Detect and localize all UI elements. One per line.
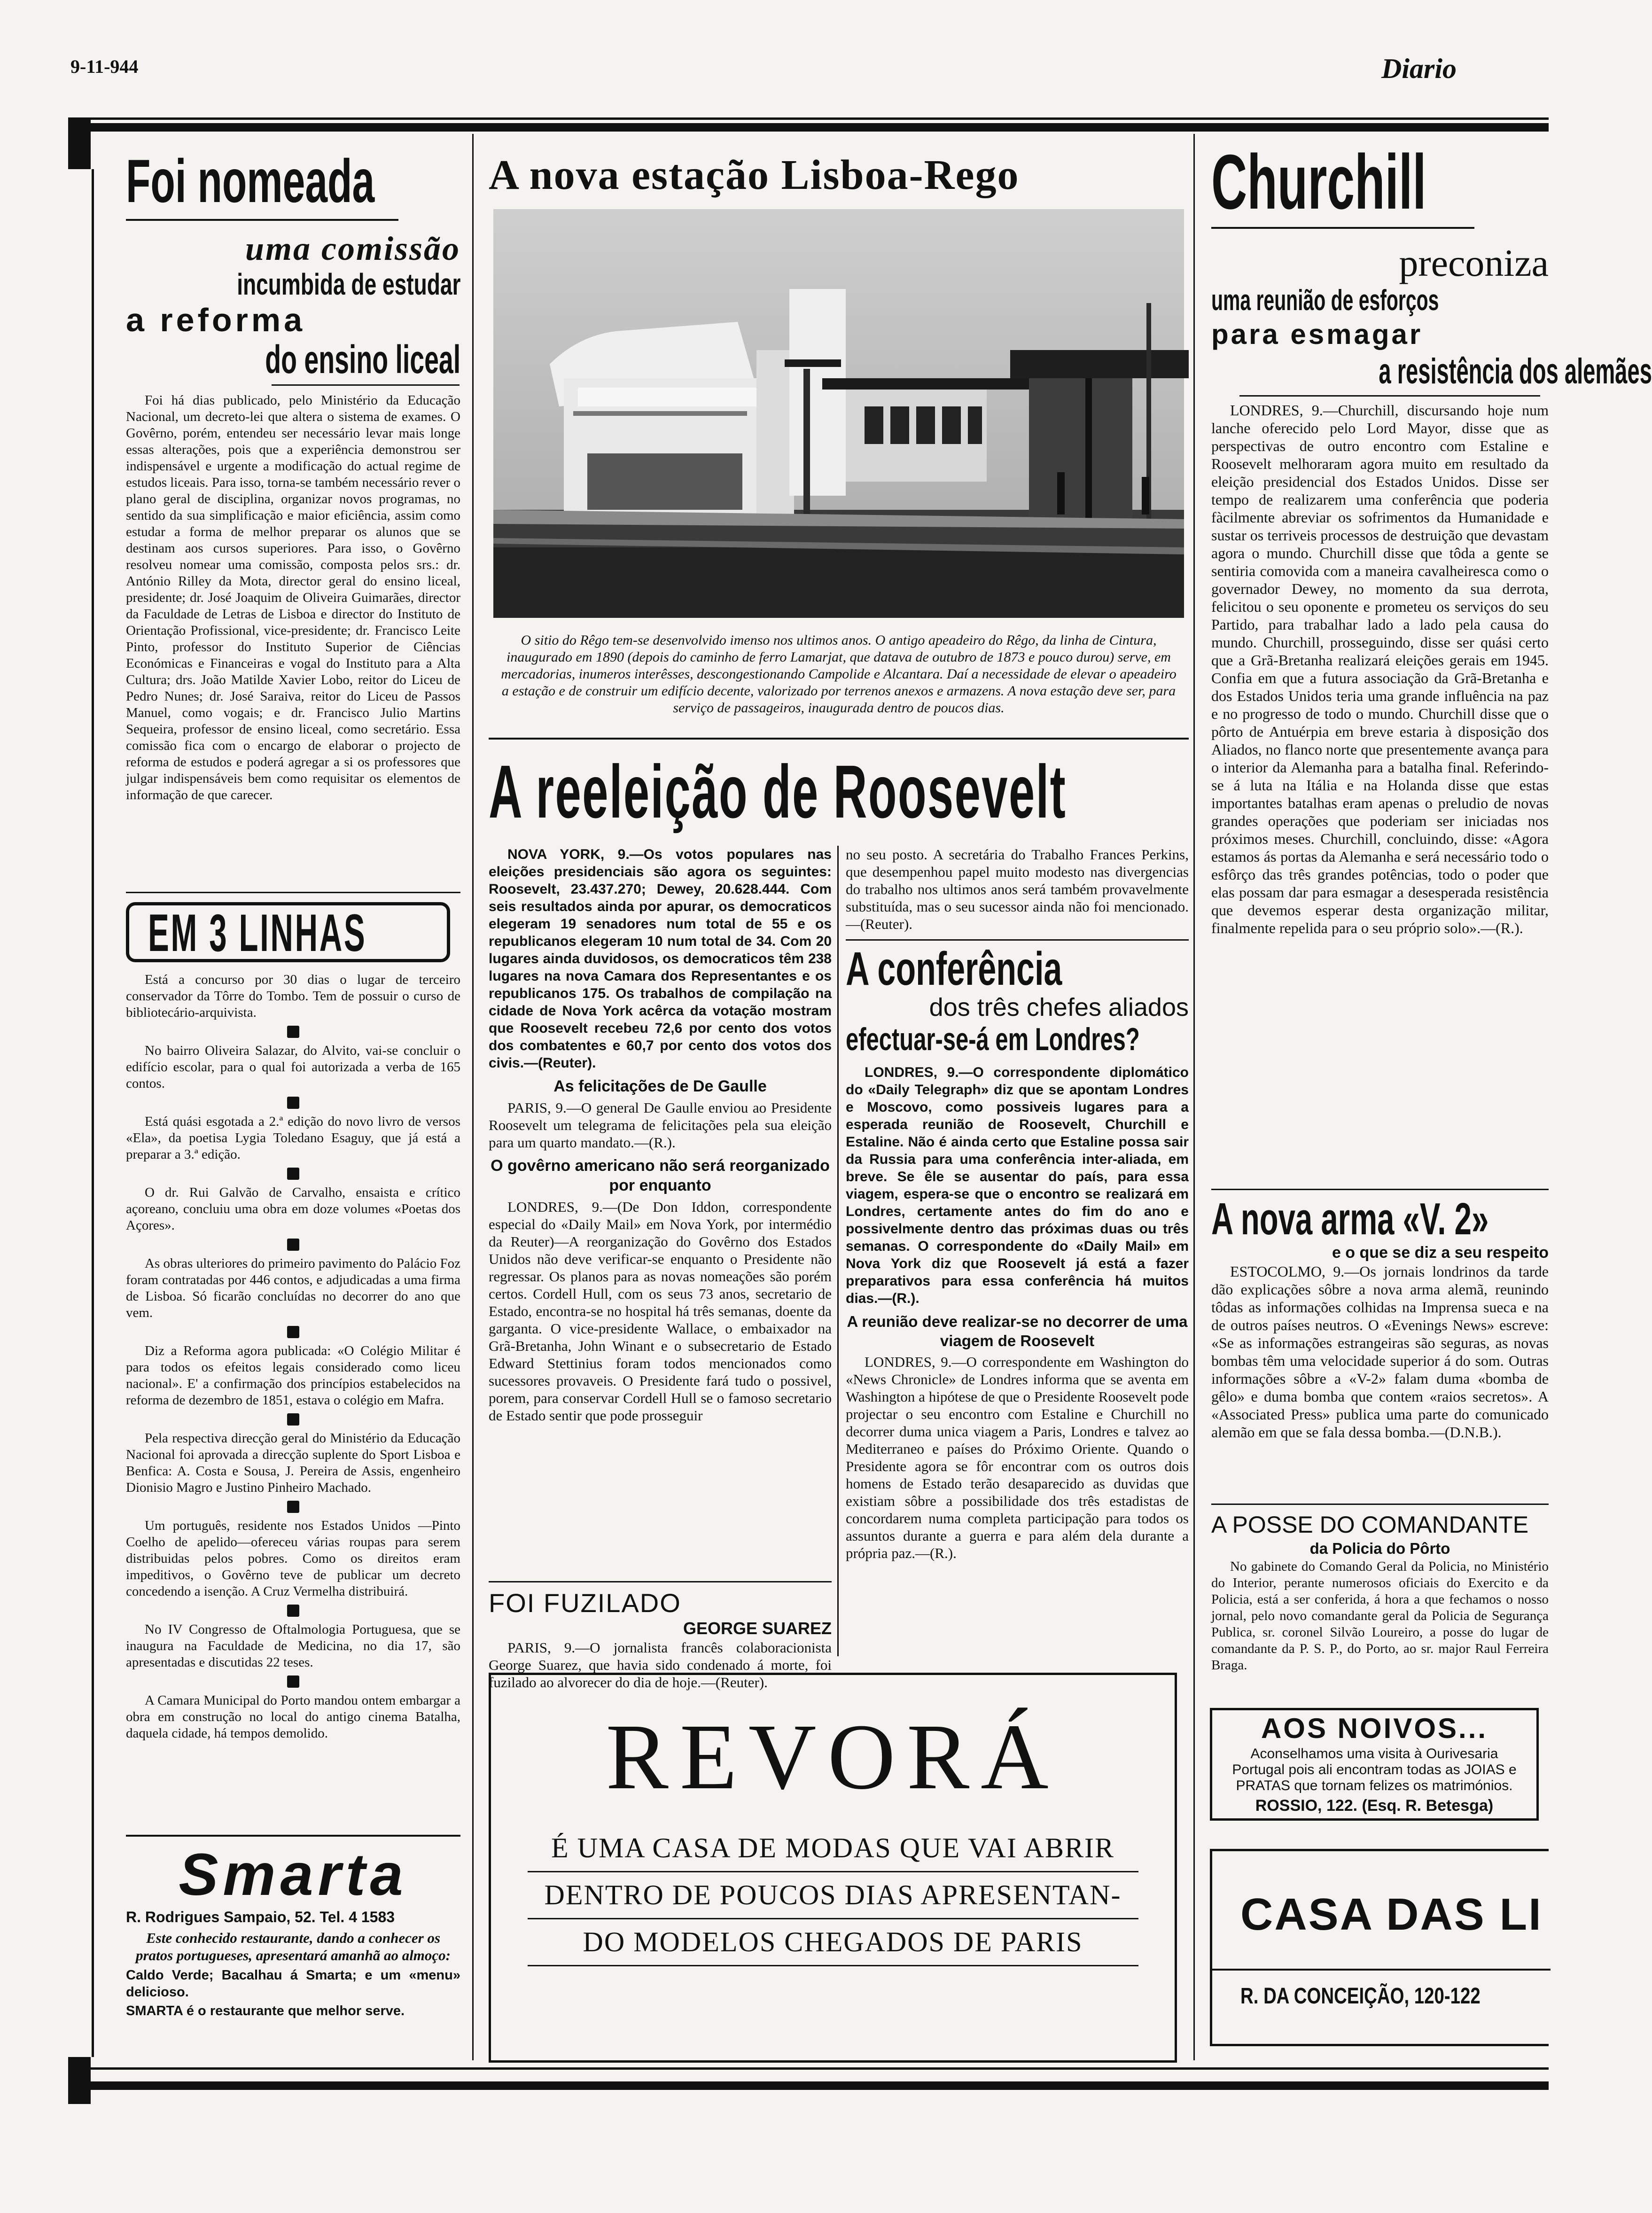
casa-address: R. DA CONCEIÇÃO, 120-122	[1240, 1984, 1481, 2009]
em3-linhas	[126, 902, 460, 1746]
bullet-square	[287, 1097, 299, 1109]
comissao-body: Foi há dias publicado, pelo Ministério da Educação Nacional, um decreto-lei que altera o sistema de exames. O Govêrno, porém, entendeu ser necessário levar mais longe essas alterações, pois que a experiência demonstrou ser indispensável e urgente a modificação do actual regime de estudos liceais. Para isso, torna-se também necessário rever o plano geral de disciplina, organizar novos programas, no sentido da sua simplificação e maior eficiência, assim como estudar a forma de melhor preparar os alunos que se destinam aos cursos superiores. Para isso, o Govêrno resolveu nomear uma comissão, composta pelos srs.: dr. António Rilley da Mota, director geral do ensino liceal, presidente; dr. José Joaquim de Oliveira Guimarães, director da Faculdade de Letras de Lisboa e director do Instituto de Orientação Profissional, vice-presidente; dr. Francisco Leite Pinto, professor do Instituto Superior de Ciências Económicas e Financeiras e vogal do Instituto para a Alta Cultura; drs. João Matilde Xavier Lobo, reitor do Liceu de Pedro Nunes; dr. José Saraiva, reitor do Liceu de Passos Manuel, como vogais; e dr. Francisco Julio Martins Sequeira, professor de ensino liceal, como secretário. Essa comissão fica com o encargo de elaborar o projecto de reforma de estudos e poderá agregar a si os professores que julgar indispensáveis bem como requisitar os elementos de informação de que carecer.	[126, 393, 460, 803]
roosevelt-continued: no seu posto. A secretária do Trabalho Frances Perkins, que desempenhou papel muito modesto nas divergencias do trabalho nos ultimos anos será também provavelmente substituída, mas o seu sucessor ainda não foi mencionado.—(Reuter).	[846, 846, 1189, 932]
bullet-square	[287, 1501, 299, 1513]
em3-item: Diz a Reforma agora publicada: «O Colégio Militar é para todos os efeitos legais considerado como liceu nacional». E' a confirmação dos princípios estabelecidos na reforma de dezembro de 1851, estava o colégio em Mafra.	[126, 1343, 460, 1408]
noivos-address: ROSSIO, 122. (Esq. R. Betesga)	[1255, 1797, 1494, 1815]
v2-subhead: e o que se diz a seu respeito	[1332, 1244, 1549, 1262]
smarta-tagline: Este conhecido restaurante, dando a conhecer os pratos portugueses, apresentará amanhã ao almoço:	[135, 1930, 451, 1964]
de-gaulle-text: PARIS, 9.—O general De Gaulle enviou ao Presidente Roosevelt um telegrama de felicitações pela sua eleição para um quarto mandato.—(R.).	[489, 1099, 832, 1151]
posse-text: No gabinete do Comando Geral da Policia, no Ministério do Interior, perante numerosos oficiais do Exercito e da Policia, está a ser conferida, á hora a que fechamos o nosso jornal, pelo novo comandante geral da Policia de Segurança Publica, sr. coronel Silvão Loureiro, a posse do lugar de comandante da P. S. P., do Porto, ao sr. major Raul Ferreira Braga.	[1211, 1559, 1549, 1673]
column-divider-1	[472, 134, 474, 2060]
churchill-text: LONDRES, 9.—Churchill, discursando hoje num lanche oferecido pelo Lord Mayor, disse que as perspectivas de outro encontro com Estaline e Roosevelt melhoraram agora muito em resultado da eleição presidencial dos Estados Unidos. Disse ser tempo de realizarem uma conferência que poderia fàcilmente abreviar os sofrimentos da Humanidade e sustar os terriveis processos de destruição que devastam agora o mundo. Churchill disse que tôda a gente se sentiria comovida com a maneira cavalheiresca como o governador Dewey, no momento da sua derrota, felicitou o seu oponente e prometeu os serviços do seu Partido, para trabalhar lado a lado pela causa do mundo. Churchill, prosseguindo, disse ser quási certo que a Grã-Bretanha realizará eleições gerais em 1945. Confia em que a futura associação da Grã-Bretanha e dos Estados Unidos teria uma grande influência na paz e no progresso de todo o mundo. Churchill disse que o pôrto de Antuérpia em breve estaria à disposição dos Aliados, no flanco norte que presentemente avança para o interior da Alemanha para a batalha final. Referindo-se á luta na Itália e na Holanda disse que estas importantes batalhas eram apenas o preludio de novas grandes operações que poderiam ser iniciadas nos próximos meses. Churchill, concluindo, disse: «Agora estamos ás portas da Alemanha e será necessário todo o esfôrço das três grandes potências, todo o poder que elas possam dar para esmagar a desesperada resistência que devemos esperar desta organização militar, finalmente repelida para o seu próprio solo».—(R.).	[1211, 402, 1549, 936]
revora-line-2: DENTRO DE POUCOS DIAS APRESENTAN-	[528, 1872, 1138, 1919]
conferencia-text: LONDRES, 9.—O correspondente em Washington do «News Chronicle» de Londres informa que se aventa em Washington a hipótese de que o Presidente Roosevelt pode projectar o seu encontro com Estaline e Churchill no decorrer duma unica viagem a Paris, Londres e talvez ao Mediterraneo e países do Próximo Oriente. Quando o Presidente agora se fôr encontrar com os outros dois homens de Estado terão desaparecido as duvidas que existiam sôbre a possibilidade dos três estadistas de concordarem numa completa participação para todos os assuntos durante a guerra e para além dela durante a própria paz.—(R.).	[846, 1354, 1189, 1561]
headline-uma-comissao: uma comissão	[245, 230, 460, 267]
headline-tres-chefes: dos três chefes aliados	[929, 993, 1189, 1021]
headline-ensino-liceal: do ensino liceal	[265, 337, 460, 382]
left-edge-line	[92, 169, 94, 2057]
headline-reeleicao-roosevelt: A reeleição de Roosevelt	[489, 749, 1067, 834]
churchill-underline-2	[1239, 395, 1540, 397]
bullet-square	[287, 1168, 299, 1180]
subhead-de-gaulle: As felicitações de De Gaulle	[553, 1077, 767, 1095]
em3-title-box	[126, 902, 450, 962]
article-roosevelt	[489, 846, 832, 1429]
casa-rule	[1212, 1969, 1551, 1971]
noivos-ad	[1210, 1708, 1539, 1821]
roosevelt-lead: NOVA YORK, 9.—Os votos populares nas eleições presidenciais são agora os seguintes: Roosevelt, 23.437.270; Dewey, 20.628.444. Com seis resultados ainda por apurar, os democraticos elegeram 19 senadores num total de 55 e os republicanos elegeram 10 num total de 34. Com 20 lugares ainda duvidosos, os democraticos têm 238 lugares na nova Camara dos Representantes e os republicanos 175. Os trabalhos de compilação na cidade de Nova York acêrca da votação mostram que Roosevelt recebeu 72,6 por cento dos votos dos combatentes e 60,7 por cento dos votos dos civis.—(Reuter).	[489, 847, 832, 1071]
roosevelt-top-rule	[489, 738, 1189, 740]
em3-item: Está quási esgotada a 2.ª edição do novo livro de versos «Ela», da poetisa Lygia Toledano Esaguy, que já está a preparar a 3.ª edição.	[126, 1114, 460, 1162]
bottom-rule-thick	[70, 2081, 1549, 2090]
revora-line-1: É UMA CASA DE MODAS QUE VAI ABRIR	[528, 1825, 1138, 1872]
article-v2	[1211, 1196, 1549, 1446]
revora-ad	[489, 1673, 1177, 2063]
em3-item: No IV Congresso de Oftalmologia Portuguesa, que se inaugura na Faculdade de Medicina, no dia 17, são apresentadas e discutidas 22 teses.	[126, 1622, 460, 1670]
fuzilado-text: PARIS, 9.—O jornalista francês colaboracionista George Suarez, que havia sido condenado á morte, foi fuzilado ao alvorecer do dia de hoje.—(Reuter).	[489, 1639, 832, 1691]
revora-logo: REVORÁ	[606, 1705, 1060, 1809]
casa-title: CASA DAS LI	[1240, 1889, 1543, 1940]
subhead-viagem-roosevelt: A reunião deve realizar-se no decorrer de uma viagem de Roosevelt	[847, 1313, 1188, 1349]
headline-underline	[126, 219, 398, 221]
headline-underline-2	[272, 384, 460, 386]
issue-date: 9-11-944	[70, 56, 139, 77]
posse-subhead: da Policia do Pôrto	[1309, 1540, 1450, 1557]
bullet-square	[287, 1675, 299, 1688]
headline-reuniao-esforcos: uma reunião de esforços	[1211, 284, 1439, 317]
casa-das-livros-ad	[1210, 1849, 1549, 2046]
smarta-top-rule	[126, 1835, 460, 1837]
article-comissao	[126, 146, 460, 808]
conferencia-top-rule	[846, 939, 1189, 941]
smarta-address: R. Rodrigues Sampaio, 52. Tel. 4 1583	[126, 1909, 395, 1925]
headline-posse-comandante: A POSSE DO COMANDANTE	[1211, 1512, 1529, 1538]
em3-title: EM 3 LINHAS	[148, 904, 367, 962]
headline-nova-arma: A nova arma «V. 2»	[1211, 1194, 1489, 1244]
roosevelt-headline-wrap	[489, 749, 1189, 836]
smarta-logo: Smarta	[179, 1841, 408, 1908]
article-roosevelt-cont	[846, 846, 1189, 1566]
bottom-rule	[70, 2067, 1549, 2070]
revora-line-3: DO MODELOS CHEGADOS DE PARIS	[528, 1919, 1138, 1966]
em3-item: Está a concurso por 30 dias o lugar de terceiro conservador da Tôrre do Tombo. Tem de possuir o curso de bibliotecário-arquivista.	[126, 972, 460, 1020]
smarta-menu: Caldo Verde; Bacalhau á Smarta; e um «menu» delicioso.	[126, 1968, 460, 2000]
smarta-ad	[126, 1842, 460, 2021]
em3-item: Um português, residente nos Estados Unidos —Pinto Coelho de apelido—ofereceu várias roupas para serem distribuidas pelos pobres. Como os direitos eram impeditivos, o Govêrno teve de publicar um decreto concedendo a isenção. A Cruz Vermelha distribuirá.	[126, 1518, 460, 1599]
v2-text: ESTOCOLMO, 9.—Os jornais londrinos da tarde dão explicações sôbre a nova arma alemã, reunindo tôdas as informações colhidas na Imprensa sueca e na de outros países neutros. O «Evenings News» escreve: «Se as informações estrangeiras são seguras, as novas bombas têm uma velocidade superior á do som. Outras informações sôbre a «V-2» falam duma «bomba de gêlo» e duma bomba que contem «raios secretos». A «Associated Press» publica uma parte do comunicado alemão em que se fala dessa bomba.—(D.N.B.).	[1211, 1263, 1549, 1441]
bullet-square	[287, 1026, 299, 1038]
posse-top-rule	[1211, 1504, 1549, 1505]
station-photo	[493, 209, 1184, 618]
governo-americano-text: LONDRES, 9.—(De Don Iddon, correspondente especial do «Daily Mail» em Nova York, por intermédio da Reuter)—A reorganização do Govêrno dos Estados Unidos não deve verificar-se enquanto o Presidente não regressar. Os planos para as novas nomeações são porém certos. Cordell Hull, com os seus 73 anos, secretario de Estado, encontra-se no hospital há três semanas, doente da garganta. O vice-presidente Wallace, o embaixador na Grã-Bretanha, John Winant e o subsecretario de Estado Edward Stettinius foram todos mencionados como sucessores provaveis. O Presidente fará tudo o possivel, porem, para conservar Cordell Hull se o famoso secretario de Estado sentir que pode prosseguir	[489, 1199, 832, 1424]
smarta-closing: SMARTA é o restaurante que melhor serve.	[126, 2003, 405, 2018]
em3-item: A Camara Municipal do Porto mandou ontem embargar a obra em construção no local do antigo cinema Batalha, daquela cidade, há tempos demolido.	[126, 1693, 460, 1741]
bullet-square	[287, 1413, 299, 1426]
bullet-square	[287, 1239, 299, 1251]
em3-top-rule	[126, 892, 460, 893]
em3-item: O dr. Rui Galvão de Carvalho, ensaista e crítico açoreano, concluiu uma obra em doze volumes «Poetas dos Açores».	[126, 1185, 460, 1233]
em3-item: No bairro Oliveira Salazar, do Alvito, vai-se concluir o edifício escolar, para o qual foi autorizada a verba de 165 contos.	[126, 1043, 460, 1091]
headline-a-conferencia: A conferência	[846, 943, 1062, 995]
article-posse	[1211, 1511, 1549, 1678]
left-edge-block	[68, 117, 91, 169]
conferencia-lead: LONDRES, 9.—O correspondente diplomático do «Daily Telegraph» diz que se apontam Londres e Moscovo, como possiveis lugares para a esperada reunião de Roosevelt, Churchill e Estaline. Não é ainda certo que Estaline possa sair da Russia para uma conferência inter-aliada, em breve. Se êle se ausentar do país, para essa viagem, espera-se que o encontro se realizará em Londres, certamente antes do fim do ano e possivelmente dentro das próximas duas ou três semanas. O correspondente do «Daily Mail» em Nova York diz que Roosevelt já está a fazer preparativos para essa conferência há muitos dias.—(R.).	[846, 1065, 1189, 1306]
bullet-square	[287, 1605, 299, 1617]
column-divider-2	[1193, 134, 1195, 2060]
noivos-title: AOS NOIVOS...	[1261, 1713, 1488, 1744]
fuzilado-name: GEORGE SUAREZ	[683, 1619, 832, 1638]
top-rule	[70, 117, 1549, 120]
em3-item: As obras ulteriores do primeiro pavimento do Palácio Foz foram contratadas por 446 contos, e adjudicadas a uma firma de Lisboa. Só ficarão concluídas no decorrer do ano que vem.	[126, 1256, 460, 1320]
headline-foi-nomeada: Foi nomeada	[126, 147, 375, 215]
masthead-title: Diario	[1381, 53, 1457, 84]
headline-a-reforma: a reforma	[126, 302, 306, 338]
left-edge-block-bottom	[68, 2057, 91, 2104]
inner-column-divider	[837, 846, 839, 1656]
headline-foi-fuzilado: FOI FUZILADO	[489, 1588, 681, 1618]
bullet-square	[287, 1326, 299, 1338]
churchill-underline	[1211, 227, 1474, 229]
subhead-governo-americano: O govêrno americano não será reorganizado por enquanto	[491, 1157, 830, 1194]
headline-churchill: Churchill	[1211, 139, 1426, 225]
top-rule-thick	[70, 123, 1549, 132]
v2-top-rule	[1211, 1189, 1549, 1190]
headline-nova-estacao: A nova estação Lisboa-Rego	[489, 152, 1020, 198]
fuzilado-top-rule	[489, 1581, 832, 1582]
headline-londres: efectuar-se-á em Londres?	[846, 1021, 1140, 1057]
headline-preconiza: preconiza	[1399, 242, 1549, 284]
headline-incumbida: incumbida de estudar	[236, 267, 460, 301]
noivos-text: Aconselhamos uma visita à Ourivesaria Portugal pois ali encontram todas as JOIAS e PRATAS que tornam felizes os matrimónios.	[1232, 1746, 1517, 1793]
em3-item: Pela respectiva direcção geral do Ministério da Educação Nacional foi aprovada a direcção suplente do Sport Lisboa e Benfica: A. Costa e Sousa, J. Pereira de Assis, engenheiro Dionisio Magro e Justino Pinheiro Machado.	[126, 1431, 460, 1495]
headline-resistencia: a resistência dos alemães	[1379, 351, 1652, 391]
photo-caption: O sitio do Rêgo tem-se desenvolvido imenso nos ultimos anos. O antigo apeadeiro do Rêgo, da linha de Cintura, inaugurado em 1890 (depois do caminho de ferro Lamarjat, que datava de outubro de 1873 e pouco durou) serve, em mercadorias, inumeros interêsses, descongestionando Campolide e Alcantara. Daí a necessidade de elevar o apeadeiro a estação e de construir um edifício decente, valorizado por terrenos anexos e armazens. A nova estação deve ser, para serviço de passageiros, inaugurada dentro de poucos dias.	[501, 632, 1177, 716]
article-churchill	[1211, 139, 1652, 942]
headline-para-esmagar: para esmagar	[1211, 319, 1423, 350]
